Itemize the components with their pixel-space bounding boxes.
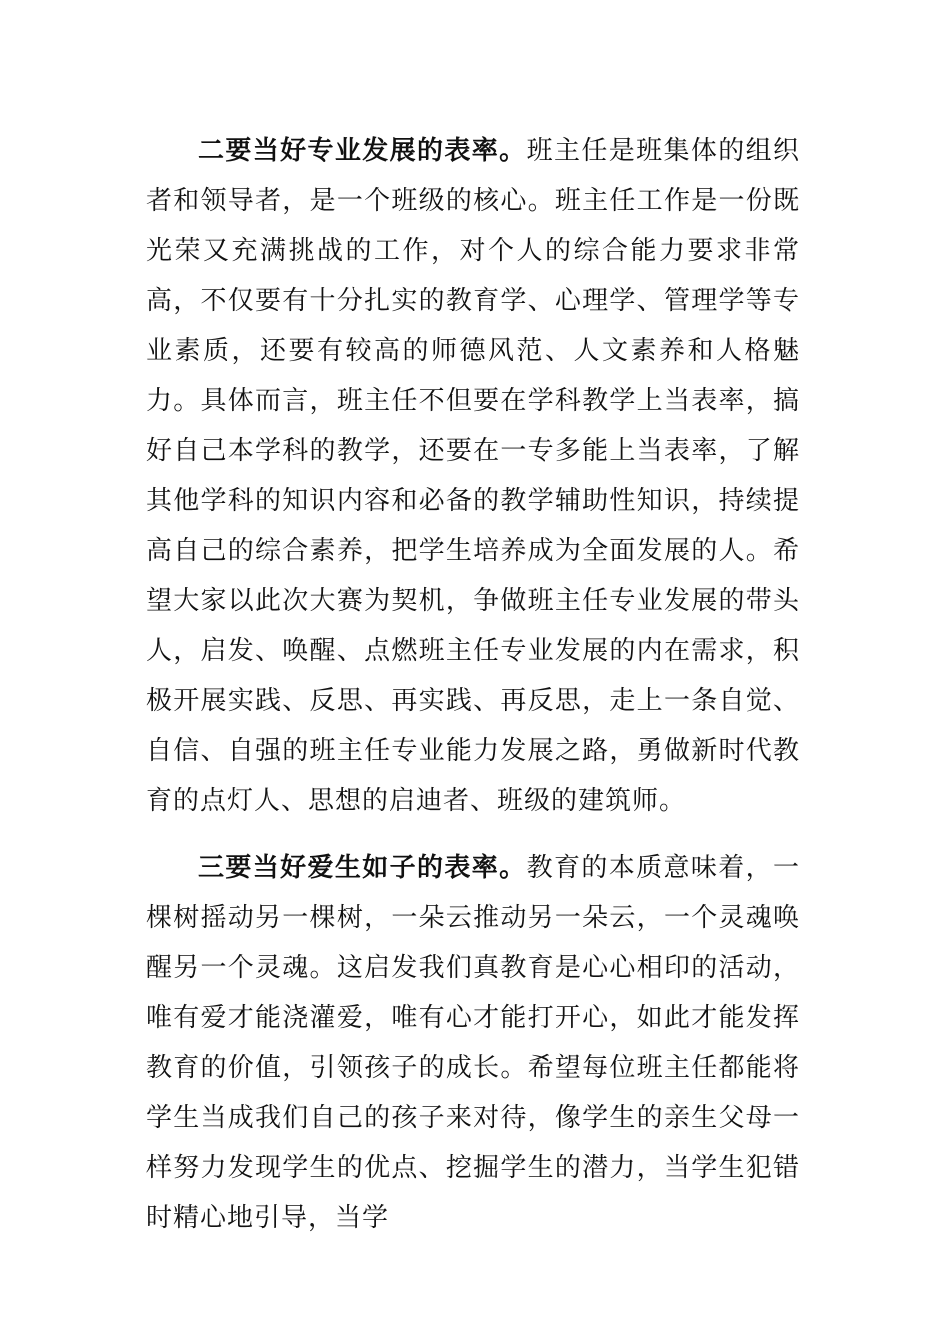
paragraph-heading: 三要当好爱生如子的表率。 bbox=[198, 853, 527, 883]
paragraph-love-students bbox=[146, 843, 800, 1243]
paragraph-body: 班主任是班集体的组织者和领导者，是一个班级的核心。班主任工作是一份既光荣又充满挑战的工作，对个人的综合能力要求非常高，不仅要有十分扎实的教育学、心理学、管理学等专业素质，还要有较高的师德风范、人文素养和人格魅力。具体而言，班主任不但要在学科教学上当表率，搞好自己本学科的教学，还要在一专多能上当表率，了解其他学科的知识内容和必备的教学辅助性知识，持续提高自己的综合素养，把学生培养成为全面发展的人。希望大家以此次大赛为契机，争做班主任专业发展的带头人，启发、唤醒、点燃班主任专业发展的内在需求，积极开展实践、反思、再实践、再反思，走上一条自觉、自信、自强的班主任专业能力发展之路，勇做新时代教育的点灯人、思想的启迪者、班级的建筑师。 bbox=[146, 136, 800, 816]
document-page bbox=[146, 126, 800, 1243]
paragraph-body: 教育的本质意味着，一棵树摇动另一棵树，一朵云推动另一朵云，一个灵魂唤醒另一个灵魂。这启发我们真教育是心心相印的活动，唯有爱才能浇灌爱，唯有心才能打开心，如此才能发挥教育的价值，引领孩子的成长。希望每位班主任都能将学生当成我们自己的孩子来对待，像学生的亲生父母一样努力发现学生的优点、挖掘学生的潜力，当学生犯错时精心地引导，当学 bbox=[146, 853, 800, 1233]
paragraph-professional-development bbox=[146, 126, 800, 826]
paragraph-heading: 二要当好专业发展的表率。 bbox=[198, 136, 527, 166]
